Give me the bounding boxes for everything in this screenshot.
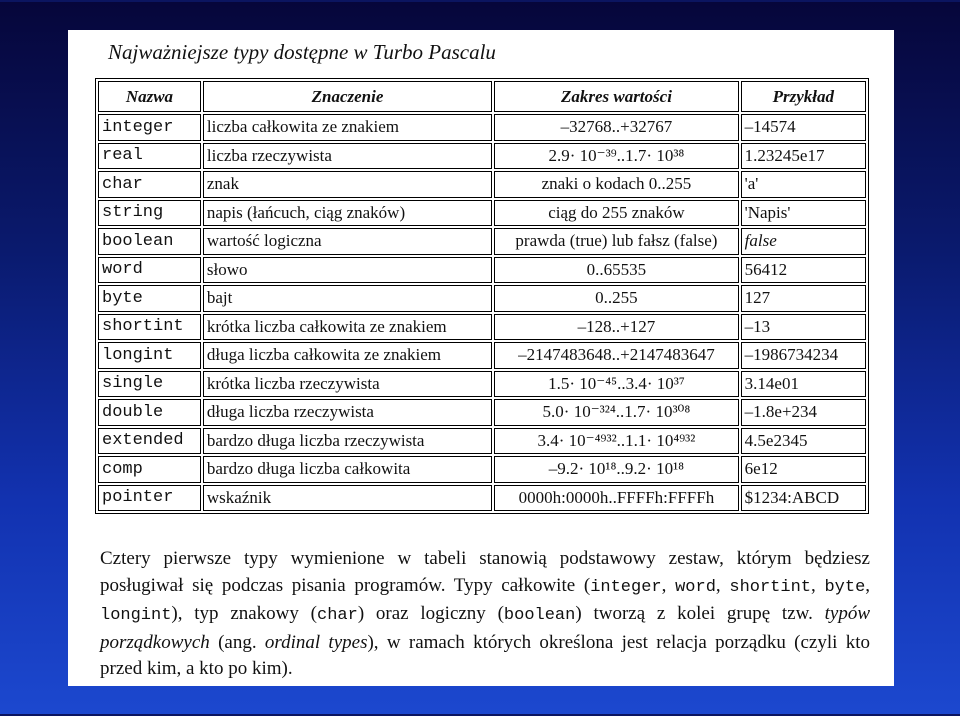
type-range: 1.5· 10⁻⁴⁵..3.4· 10³⁷ [494, 371, 738, 398]
type-range: ciąg do 255 znaków [494, 200, 738, 227]
table-row [98, 342, 866, 369]
table-row [98, 399, 866, 426]
term-ordinal-en: ordinal types [264, 631, 368, 653]
type-range: prawda (true) lub fałsz (false) [494, 228, 738, 255]
code-longint: longint [100, 606, 172, 625]
type-name: string [98, 200, 201, 227]
code-shortint: shortint [729, 577, 811, 597]
type-range: –9.2· 10¹⁸..9.2· 10¹⁸ [494, 456, 738, 483]
type-meaning: wskaźnik [203, 485, 492, 512]
type-name: extended [98, 428, 201, 455]
type-name: pointer [98, 485, 201, 512]
type-example: $1234:ABCD [741, 485, 866, 512]
type-meaning: bardzo długa liczba całkowita [203, 456, 492, 483]
type-name: word [98, 257, 201, 284]
type-meaning: bajt [203, 285, 492, 312]
paragraph-text: (ang. [209, 631, 265, 653]
header-nazwa: Nazwa [98, 81, 201, 112]
table-header-row [98, 81, 866, 112]
table-row [98, 314, 866, 341]
type-example: false [741, 228, 866, 255]
paragraph-text: ), typ znakowy ( [171, 603, 318, 624]
paragraph-text: Cztery pierwsze typy wymienione w tabeli stanowią podstawowy zestaw, którym będziesz posługiwał się podczas pisania programów. Typy całkowite ( [100, 548, 870, 596]
type-range: 0..255 [494, 285, 738, 312]
type-name: boolean [98, 228, 201, 255]
top-border [0, 0, 960, 2]
type-example: –1986734234 [741, 342, 866, 369]
type-example: 'a' [741, 171, 866, 198]
type-name: char [98, 171, 201, 198]
type-meaning: długa liczba rzeczywista [203, 399, 492, 426]
type-range: 5.0· 10⁻³²⁴..1.7· 10³⁰⁸ [494, 399, 738, 426]
table-row [98, 456, 866, 483]
type-meaning: wartość logiczna [203, 228, 492, 255]
type-example: 127 [741, 285, 866, 312]
paragraph-text: ), w ramach których określona jest relacja porządku (czyli kto przed kim, a kto po kim). [100, 631, 870, 679]
description-paragraph [100, 546, 870, 683]
code-boolean: boolean [503, 606, 576, 625]
table-row [98, 228, 866, 255]
type-range: 0000h:0000h..FFFFh:FFFFh [494, 485, 738, 512]
type-range: –2147483648..+2147483647 [494, 342, 738, 369]
type-name: real [98, 143, 201, 170]
type-example: –13 [741, 314, 866, 341]
header-zakres: Zakres wartości [494, 81, 738, 112]
type-example: 3.14e01 [741, 371, 866, 398]
type-range: –32768..+32767 [494, 114, 738, 141]
type-name: byte [98, 285, 201, 312]
type-name: integer [98, 114, 201, 141]
paragraph-text: ) oraz logiczny ( [357, 603, 504, 624]
paragraph-text: , [715, 574, 730, 596]
type-example: 4.5e2345 [741, 428, 866, 455]
code-byte: byte [824, 577, 866, 597]
type-example: –14574 [741, 114, 866, 141]
term-ordinal-pl: typów porządkowych [100, 603, 871, 653]
table-row [98, 285, 866, 312]
header-znaczenie: Znaczenie [203, 81, 492, 112]
table-row [98, 371, 866, 398]
header-przyklad: Przykład [741, 81, 866, 112]
code-integer: integer [590, 577, 662, 597]
type-range: 3.4· 10⁻⁴⁹³²..1.1· 10⁴⁹³² [494, 428, 738, 455]
types-table [95, 78, 869, 514]
slide-page [68, 30, 894, 686]
page-heading: Najważniejsze typy dostępne w Turbo Pascalu [108, 40, 496, 64]
type-meaning: liczba rzeczywista [203, 143, 492, 170]
table-row [98, 114, 866, 141]
type-example: 1.23245e17 [741, 143, 866, 170]
type-meaning: słowo [203, 257, 492, 284]
type-range: 2.9· 10⁻³⁹..1.7· 10³⁸ [494, 143, 738, 170]
type-meaning: znak [203, 171, 492, 198]
type-name: double [98, 399, 201, 426]
table-row [98, 428, 866, 455]
type-example: 'Napis' [741, 200, 866, 227]
type-name: longint [98, 342, 201, 369]
code-word: word [675, 577, 716, 597]
type-range: –128..+127 [494, 314, 738, 341]
type-example: 6e12 [741, 456, 866, 483]
type-meaning: krótka liczba rzeczywista [203, 371, 492, 398]
table-row [98, 200, 866, 227]
type-example: –1.8e+234 [741, 399, 866, 426]
paragraph-text: , [865, 574, 871, 596]
type-range: znaki o kodach 0..255 [494, 171, 738, 198]
table-row [98, 257, 866, 284]
paragraph-text: , [661, 574, 676, 596]
type-meaning: długa liczba całkowita ze znakiem [203, 342, 492, 369]
code-char: char [317, 606, 358, 625]
type-name: single [98, 371, 201, 398]
paragraph-text: ) tworzą z kolei grupę tzw. [575, 603, 825, 624]
paragraph-text: , [811, 574, 825, 596]
type-range: 0..65535 [494, 257, 738, 284]
type-name: comp [98, 456, 201, 483]
type-meaning: napis (łańcuch, ciąg znaków) [203, 200, 492, 227]
type-meaning: krótka liczba całkowita ze znakiem [203, 314, 492, 341]
type-meaning: bardzo długa liczba rzeczywista [203, 428, 492, 455]
table-row [98, 171, 866, 198]
type-meaning: liczba całkowita ze znakiem [203, 114, 492, 141]
table-row [98, 143, 866, 170]
type-example: 56412 [741, 257, 866, 284]
table-row [98, 485, 866, 512]
type-name: shortint [98, 314, 201, 341]
